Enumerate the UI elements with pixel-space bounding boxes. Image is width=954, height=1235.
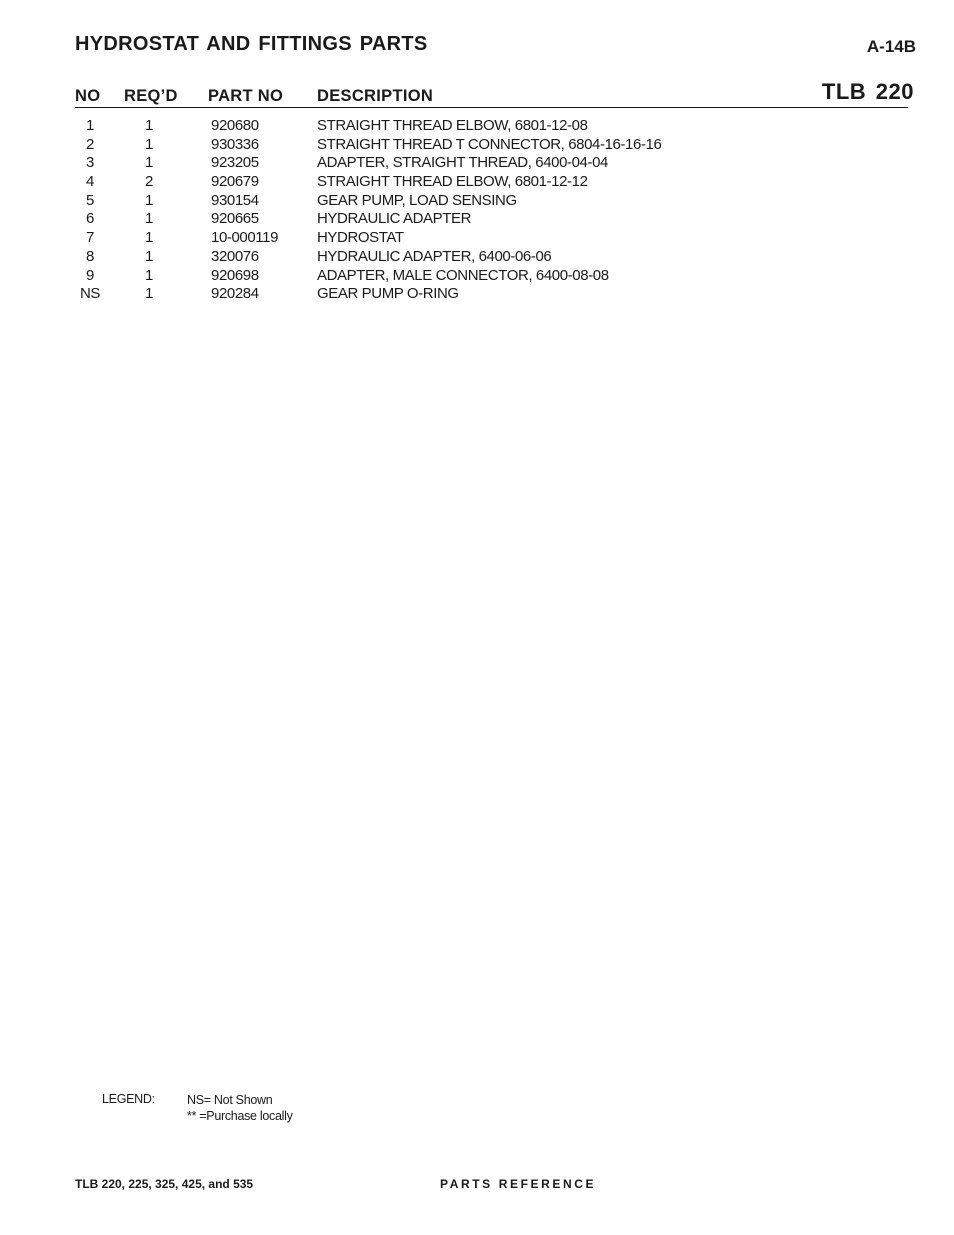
part-number: 920284: [211, 285, 259, 303]
item-number: 7: [86, 229, 94, 247]
item-number: 8: [86, 247, 94, 265]
table-row: [75, 136, 908, 155]
part-number: 920680: [211, 117, 259, 134]
part-description: ADAPTER, MALE CONNECTOR, 6400-08-08: [317, 266, 609, 284]
item-number: 2: [86, 135, 94, 153]
part-description: HYDROSTAT: [317, 229, 404, 247]
item-number: 4: [86, 173, 94, 191]
legend-label: LEGEND:: [102, 1092, 155, 1106]
part-description: HYDRAULIC ADAPTER, 6400-06-06: [317, 247, 552, 265]
part-description: STRAIGHT THREAD ELBOW, 6801-12-12: [317, 173, 588, 191]
quantity-required: 1: [145, 266, 153, 284]
item-number: 1: [86, 117, 94, 134]
item-number: NS: [79, 285, 101, 303]
part-number: 930336: [211, 135, 259, 153]
part-description: GEAR PUMP, LOAD SENSING: [317, 191, 517, 209]
part-number: 920665: [211, 210, 259, 228]
part-number: 923205: [211, 154, 259, 172]
quantity-required: 1: [145, 135, 153, 153]
table-row: [75, 229, 908, 248]
quantity-required: 1: [145, 210, 153, 228]
table-row: [75, 173, 908, 192]
column-header-no: NO: [75, 87, 101, 105]
quantity-required: 1: [145, 285, 153, 303]
item-number: 3: [86, 154, 94, 172]
part-description: HYDRAULIC ADAPTER: [317, 210, 472, 228]
quantity-required: 1: [145, 247, 153, 265]
page-number: A-14B: [866, 37, 916, 56]
table-header: [75, 87, 908, 108]
footer-models: TLB 220, 225, 325, 425, and 535: [75, 1177, 254, 1191]
quantity-required: 1: [145, 191, 153, 209]
part-description: GEAR PUMP O-RING: [317, 285, 459, 303]
legend-items: [187, 1092, 293, 1124]
model-label: TLB 220: [821, 79, 914, 104]
part-description: STRAIGHT THREAD T CONNECTOR, 6804-16-16-16: [317, 135, 662, 153]
table-row: [75, 267, 908, 286]
legend-item: NS= Not Shown: [187, 1093, 273, 1107]
part-number: 930154: [211, 191, 259, 209]
column-header-part-no: PART NO: [208, 87, 284, 105]
item-number: 9: [86, 266, 94, 284]
parts-table: [75, 117, 908, 304]
table-row: [75, 117, 908, 136]
quantity-required: 2: [145, 173, 153, 191]
table-row: [75, 248, 908, 267]
column-header-reqd: REQ’D: [124, 87, 178, 105]
item-number: 5: [86, 191, 94, 209]
quantity-required: 1: [145, 154, 153, 172]
item-number: 6: [86, 210, 94, 228]
part-number: 10-000119: [211, 229, 279, 247]
part-number: 320076: [211, 247, 259, 265]
table-row: [75, 192, 908, 211]
table-row: [75, 210, 908, 229]
table-row: [75, 285, 908, 304]
part-number: 920698: [211, 266, 259, 284]
page-title: HYDROSTAT AND FITTINGS PARTS: [75, 33, 428, 55]
legend-item: ** =Purchase locally: [187, 1109, 293, 1123]
part-description: ADAPTER, STRAIGHT THREAD, 6400-04-04: [317, 154, 608, 172]
quantity-required: 1: [145, 117, 153, 134]
part-number: 920679: [211, 173, 259, 191]
footer-section: PARTS REFERENCE: [440, 1177, 597, 1191]
part-description: STRAIGHT THREAD ELBOW, 6801-12-08: [317, 117, 588, 134]
quantity-required: 1: [145, 229, 153, 247]
column-header-description: DESCRIPTION: [317, 87, 434, 105]
table-row: [75, 154, 908, 173]
